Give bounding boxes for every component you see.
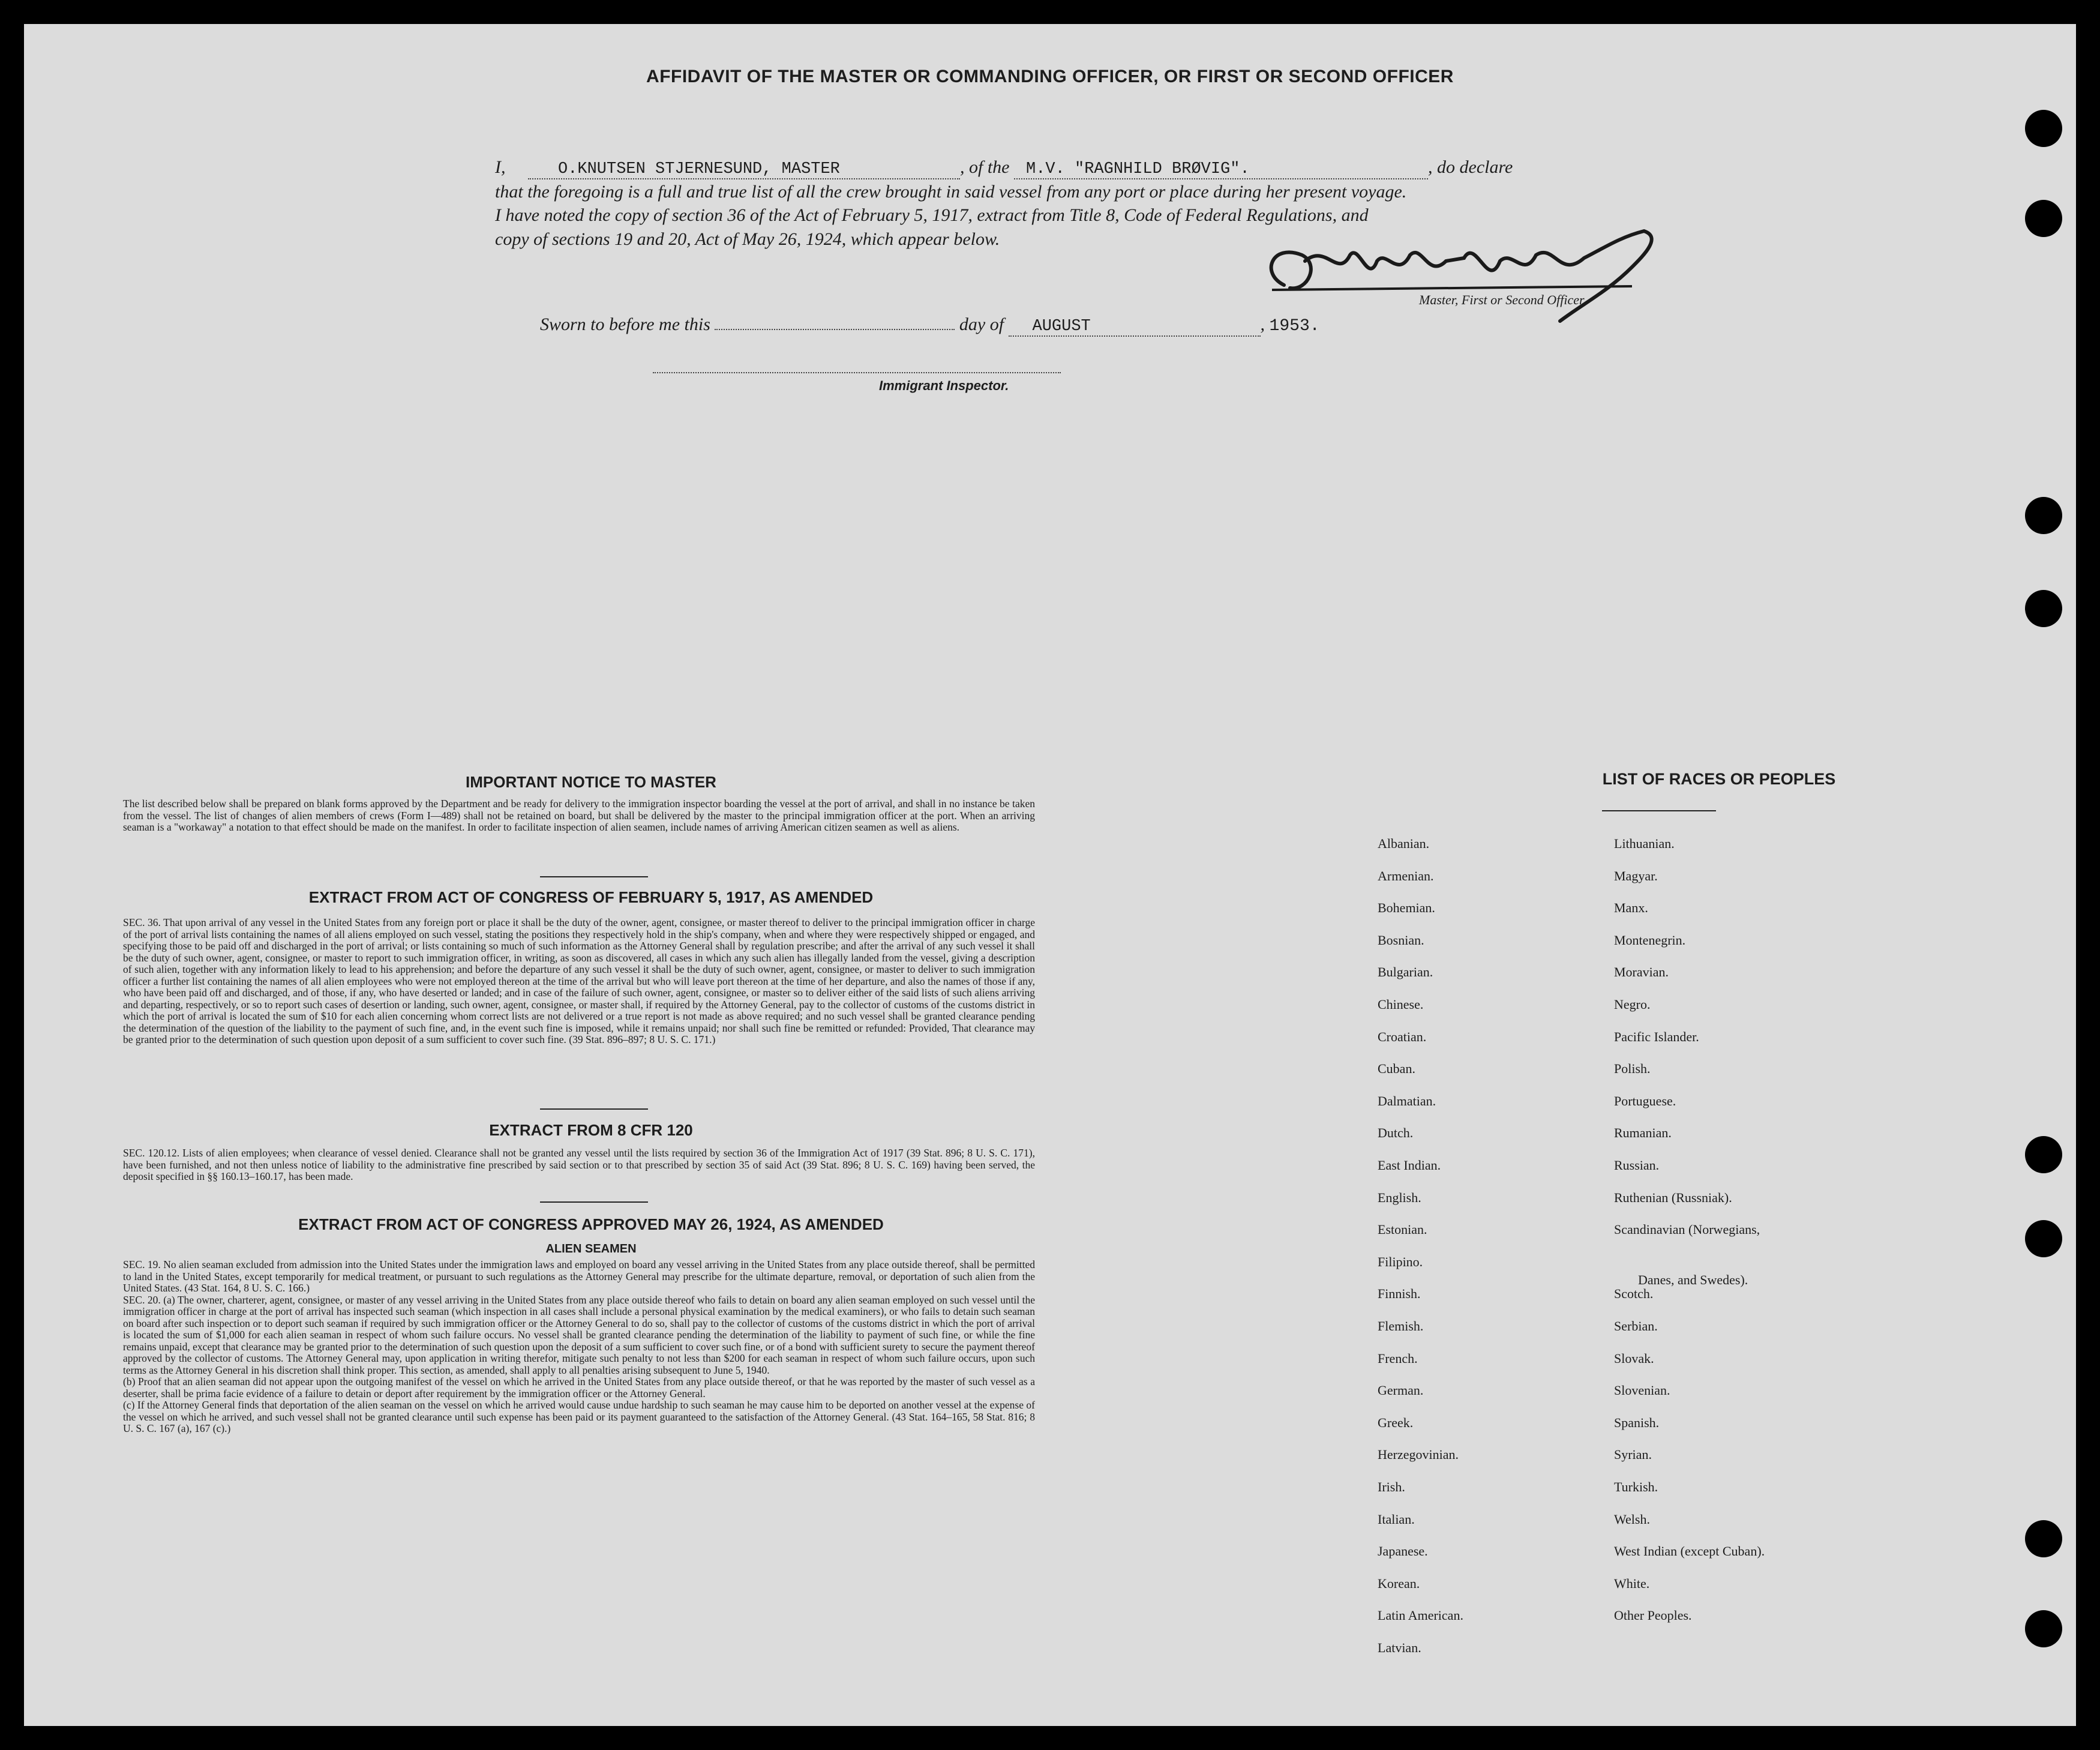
divider [540,1108,648,1110]
race-item: Welsh. [1614,1511,1650,1527]
race-item: Dalmatian. [1378,1093,1436,1108]
race-item: Slovenian. [1614,1383,1670,1398]
race-item: Manx. [1614,900,1648,916]
punch-hole-icon [2025,497,2062,534]
notice-title: IMPORTANT NOTICE TO MASTER [466,773,716,791]
sec-20c-text: (c) If the Attorney General finds that deportation of the alien seaman on the vessel on which he arrived would cause undue hardship to such seaman he may cause him to be deported on another vessel at the expense of the vessel on which he arrived, and such vessel shall not be granted clearance until such expense has been paid or its payment guaranteed to the satisfaction of the Attorney General. (43 Stat. 164–165, 58 Stat. 816; 8 U. S. C. 167 (a), 167 (c).) [123,1399,1035,1434]
race-item: Syrian. [1614,1447,1652,1463]
sec-20a-text: SEC. 20. (a) The owner, charterer, agent, consignee, or master of any vessel arriving in the United States from any place outside thereof who fails to detain on board any alien seaman employed on such vessel until the immigration officer in charge at the port of arrival has inspected such seaman (which inspection in all cases shall include a personal physical examination by the medical examiners), or who fails to detain such seaman on board after such inspection or to deport such seaman if required by such immigration officer or the Attorney General to do so, shall pay to the collector of customs of the customs district in which the port of arrival is located the sum of $1,000 for each alien seaman in respect of whom such failure occurs. No vessel shall be granted clearance pending the determination of the liability to payment of such fine, or while the fine remains unpaid, except that clearance may be granted prior to the determination of such question upon the deposit of a sum sufficient to cover such fine, or of a bond with sufficient surety to secure the payment thereof approved by the collector of customs. The Attorney General may, upon application in writing therefor, mitigate such penalty to not less than $200 for each seaman in respect of whom such failure occurs, upon such terms as the Attorney General in his discretion shall think proper. This section, as amended, shall apply to all penalties arising subsequent to June 5, 1940. [123,1293,1035,1376]
race-item: Albanian. [1378,836,1430,851]
signature-caption: Master, First or Second Officer. [1419,292,1586,307]
sworn-month: AUGUST [1032,317,1091,335]
race-item: Moravian. [1614,964,1669,980]
race-item: Rumanian. [1614,1125,1672,1141]
race-item: Japanese. [1378,1544,1428,1559]
race-item: White. [1614,1575,1650,1591]
race-item: Bosnian. [1378,932,1424,948]
race-item: Magyar. [1614,868,1658,883]
race-item: Flemish. [1378,1319,1424,1334]
race-item: Italian. [1378,1511,1415,1527]
affidavit-declarant-line [495,157,1513,179]
vessel-name: M.V. "RAGNHILD BRØVIG". [1026,160,1250,178]
affidavit-text-line-4: copy of sections 19 and 20, Act of May 26, 1924, which appear below. [495,229,1000,249]
race-item: Montenegrin. [1614,932,1686,948]
sworn-year: 1953. [1269,317,1320,335]
inspector-caption: Immigrant Inspector. [879,378,1009,393]
do-declare-label: , do declare [1428,157,1513,177]
race-item: Scotch. [1614,1286,1654,1302]
divider [1602,810,1716,811]
race-item: Korean. [1378,1575,1420,1591]
race-item: Danes, and Swedes). [1638,1272,1748,1287]
race-item: Cuban. [1378,1061,1415,1077]
race-item: Irish. [1378,1479,1405,1494]
alien-seamen-subtitle: ALIEN SEAMEN [545,1242,637,1255]
extract-cfr-text: SEC. 120.12. Lists of alien employees; when clearance of vessel denied. Clearance shall not be granted any vessel until the lists required by section 36 of the Immigration Act of 1917 (39 Stat. 896; 8 U. S. C. 171), have been furnished, and not then unless notice of liability to the administrative fine prescribed by said section or to that prescribed by section 35 of said Act (39 Stat. 896; 8 U. S. C. 169) having been served, the deposit specified in §§ 160.13–160.17, has been made. [123,1147,1035,1182]
race-item: Portuguese. [1614,1093,1676,1108]
race-item: Bohemian. [1378,900,1435,916]
race-item: Serbian. [1614,1319,1658,1334]
punch-hole-icon [2025,110,2062,147]
declarant-name: O.KNUTSEN STJERNESUND, MASTER [558,160,840,178]
race-item: Dutch. [1378,1125,1414,1141]
i-label: I, [495,157,506,177]
race-item: Scandinavian (Norwegians, [1614,1222,1760,1237]
punch-hole-icon [2025,200,2062,237]
extract-1917-title: EXTRACT FROM ACT OF CONGRESS OF FEBRUARY 5, 1917, AS AMENDED [308,888,874,906]
affidavit-text-line-2: that the foregoing is a full and true list of all the crew brought in said vessel from any port or place during her present voyage. [495,182,1407,202]
extract-1924-title: EXTRACT FROM ACT OF CONGRESS APPROVED MAY 26, 1924, AS AMENDED [298,1215,884,1233]
race-item: Negro. [1614,997,1651,1012]
race-item: German. [1378,1383,1424,1398]
race-item: Polish. [1614,1061,1651,1077]
race-item: Chinese. [1378,997,1424,1012]
punch-hole-icon [2025,1520,2062,1557]
extract-cfr-title: EXTRACT FROM 8 CFR 120 [489,1121,693,1139]
notice-text: The list described below shall be prepared on blank forms approved by the Department and be ready for delivery to the immigration inspector boarding the vessel at the port of arrival, and shall in no instance be taken from the vessel. The list of changes of alien members of crews (Form I—489) shall not be retained on board, but shall be delivered by the master to the principal immigration officer at the port. When an arriving seaman is a "workaway" a notation to that effect should be made on the manifest. In order to facilitate inspection of alien seamen, include names of arriving American citizen seamen as well as aliens. [123,798,1035,833]
race-item: Pacific Islander. [1614,1029,1699,1044]
sec-19-text: SEC. 19. No alien seaman excluded from admission into the United States under the immigration laws and employed on board any vessel arriving in the United States from any place outside thereof, shall be permitted to land in the United States, except temporarily for medical treatment, or pursuant to such regulations as the Attorney General may prescribe for the ultimate departure, removal, or deportation of such alien from the United States. (43 Stat. 164, 8 U. S. C. 166.) [123,1258,1035,1294]
race-item: West Indian (except Cuban). [1614,1544,1765,1559]
race-item: Greek. [1378,1415,1414,1430]
race-item: Latvian. [1378,1640,1421,1655]
punch-hole-icon [2025,1136,2062,1173]
punch-hole-icon [2025,590,2062,627]
extract-1924-text [123,1259,1035,1619]
affidavit-title: AFFIDAVIT OF THE MASTER OR COMMANDING OFFICER, OR FIRST OR SECOND OFFICER [646,67,1454,86]
affidavit-text-line-3: I have noted the copy of section 36 of the Act of February 5, 1917, extract from Title 8, Code of Federal Regulations, and [495,205,1369,225]
race-item: Turkish. [1614,1479,1658,1494]
race-item: East Indian. [1378,1158,1441,1173]
punch-hole-icon [2025,1610,2062,1647]
race-item: Croatian. [1378,1029,1427,1044]
inspector-signature-line [653,372,1061,373]
race-item: Filipino. [1378,1254,1423,1269]
race-item: Herzegovinian. [1378,1447,1459,1463]
sworn-label: Sworn to before me this [540,314,710,334]
race-item: Lithuanian. [1614,836,1675,851]
race-item: Estonian. [1378,1222,1427,1237]
sworn-line: Sworn to before me this day of AUGUST , 1953. [540,314,1320,335]
of-the-label: , of the [960,157,1010,177]
race-item: Armenian. [1378,868,1434,883]
divider [540,876,648,877]
divider [540,1201,648,1203]
race-item: Spanish. [1614,1415,1660,1430]
race-item: Slovak. [1614,1350,1654,1366]
document-page [24,24,2076,1726]
punch-hole-icon [2025,1220,2062,1257]
race-item: French. [1378,1350,1418,1366]
race-item: Finnish. [1378,1286,1421,1302]
extract-1917-text: SEC. 36. That upon arrival of any vessel in the United States from any foreign port or place it shall be the duty of the owner, agent, consignee, or master thereof to deliver to the principal immigration officer in charge of the port of arrival lists containing the names of all aliens employed on such vessel, stating the positions they respectively hold in the ship's company, when and where they were respectively shipped or engaged, and specifying those to be paid off and discharged in the port of arrival; or lists containing so much of such information as the Attorney General shall by regulation prescribe; and after the arrival of any such vessel it shall be the duty of such owner, agent, consignee, or master to report to such immigration officer, in writing, as soon as discovered, all cases in which any such alien has illegally landed from the vessel, giving a description of such alien, together with any information likely to lead to his apprehension; and before the departure of any such vessel it shall be the duty of such owner, agent, consignee, or master to deliver to such immigration officer a further list containing the names of all alien employees who were not employed thereon at the time of the arrival but who will leave port thereon at the time of her departure, and also the names of those if any, who have been paid off and discharged, and of those, if any, who have deserted or landed; and in case of the failure of such owner, agent, consignee, or master so to deliver either of the said lists of such aliens arriving and departing, respectively, or so to report such cases of desertion or landing, such owner, agent, consignee, or master shall, if required by the Attorney General, pay to the collector of customs of the customs district in which the port of arrival is located the sum of $10 for each alien concerning whom correct lists are not delivered or a true report is not made as above required; and no such vessel shall be granted clearance pending the determination of the question of the liability to the payment of such fine, and, in the event such fine is imposed, while it remains unpaid; nor shall such fine be remitted or refunded: Provided, That clearance may be granted prior to the determination of such question upon deposit of a sum sufficient to cover such fine. (39 Stat. 896–897; 8 U. S. C. 171.) [123,916,1035,1045]
race-item: English. [1378,1189,1421,1205]
day-of-label: day of [959,314,1004,334]
sec-20b-text: (b) Proof that an alien seaman did not appear upon the outgoing manifest of the vessel on which he arrived in the United States from any place outside thereof, or that he was reported by the master of such vessel as a deserter, shall be prima facie evidence of a failure to detain or deport after requirement by the immigration officer or the Attorney General. [123,1376,1035,1400]
race-item: Latin American. [1378,1608,1463,1623]
race-item: Bulgarian. [1378,964,1433,980]
races-title: LIST OF RACES OR PEOPLES [1602,770,1836,788]
race-item: Ruthenian (Russniak). [1614,1189,1732,1205]
race-item: Other Peoples. [1614,1608,1692,1623]
race-item: Russian. [1614,1158,1660,1173]
